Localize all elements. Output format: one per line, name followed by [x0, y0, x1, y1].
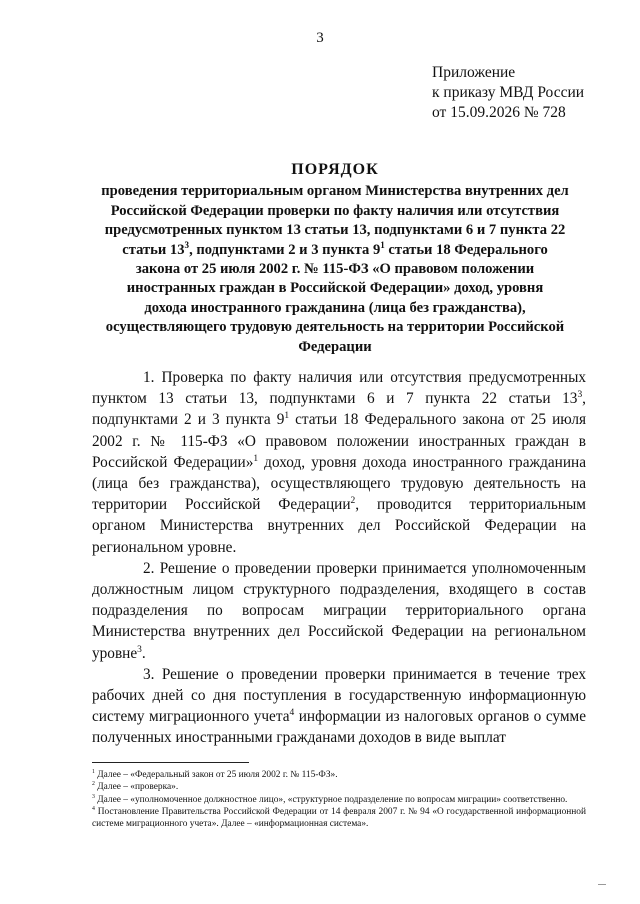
paragraph-3: 3. Решение о проведении проверки принимается в течение трех рабочих дней со дня поступления в государственную информационную систему миграционного учета$^4$ информации из налоговых органов о сумме полученных иностранными гражданами доходов в виде выплат: [92, 665, 586, 747]
title-heading: ПОРЯДОК: [291, 161, 379, 178]
footnotes: [92, 769, 586, 830]
page-number: 3: [316, 30, 324, 46]
title-line-2: Российской Федерации проверки по факту наличия или отсутствия: [110, 202, 560, 219]
document-title: [82, 160, 588, 357]
title-line-6: иностранных граждан в Российской Федерации» доход, уровня: [126, 280, 544, 297]
footnote: $^1$ Далее – «Федеральный закон от 25 июля 2002 г. № 115-ФЗ».: [92, 768, 338, 780]
paragraph-1: 1. Проверка по факту наличия или отсутствия предусмотренных пунктом 13 статьи 13, подпунктами 6 и 7 пункта 22 статьи $13^3$, подпунктами 2 и 3 пункта $9^1$ статьи 18 Федерального закона от 25 июля 2002 г. № 115-ФЗ «О правовом положении иностранных граждан в Российской Федерации»$^1$ доход, уровня дохода иностранного гражданина (лица без гражданства), осуществляющего трудовую деятельность на территории Российской Федерации$^2$, проводится территориальным органом Министерства внутренних дел Российской Федерации на региональном уровне.: [92, 369, 586, 556]
title-line-5: закона от 25 июля 2002 г. № 115-ФЗ «О правовом положении: [135, 261, 535, 278]
footnote: $^3$ Далее – «уполномоченное должностное лицо», «структурное подразделение по вопросам миграции» соответственно.: [92, 793, 568, 805]
appendix-line-1: Приложение: [432, 64, 516, 81]
scan-mark: [598, 884, 606, 885]
footnote: $^4$ Постановление Правительства Российской Федерации от 14 февраля 2007 г. № 94 «О государственной информационной системе миграционного учета». Далее – «информационная система».: [92, 805, 586, 830]
title-line-7: дохода иностранного гражданина (лица без гражданства),: [144, 299, 526, 316]
appendix-header: [432, 63, 584, 123]
paragraph-2: 2. Решение о проведении проверки принимается уполномоченным должностным лицом структурного подразделения, входящего в состав подразделения по вопросам миграции территориального органа Министерства внутренних дел Российской Федерации на региональном уровне$^3$.: [92, 559, 586, 662]
footnote: $^2$ Далее – «проверка».: [92, 781, 179, 793]
footnote-separator: [92, 762, 249, 763]
title-line-8: осуществляющего трудовую деятельность на территории Российской: [105, 319, 565, 336]
title-line-4: статьи $13^3$, подпунктами 2 и 3 пункта $9^1$ статьи 18 Федерального: [122, 239, 548, 258]
title-line-9: Федерации: [298, 338, 372, 355]
title-line-1: проведения территориальным органом Министерства внутренних дел: [101, 183, 569, 200]
document-body: [92, 367, 586, 749]
appendix-line-2: к приказу МВД России: [432, 84, 585, 101]
title-line-3: предусмотренных пунктом 13 статьи 13, подпунктами 6 и 7 пункта 22: [104, 222, 566, 239]
appendix-line-3: от 15.09.2026 № 728: [432, 104, 566, 121]
